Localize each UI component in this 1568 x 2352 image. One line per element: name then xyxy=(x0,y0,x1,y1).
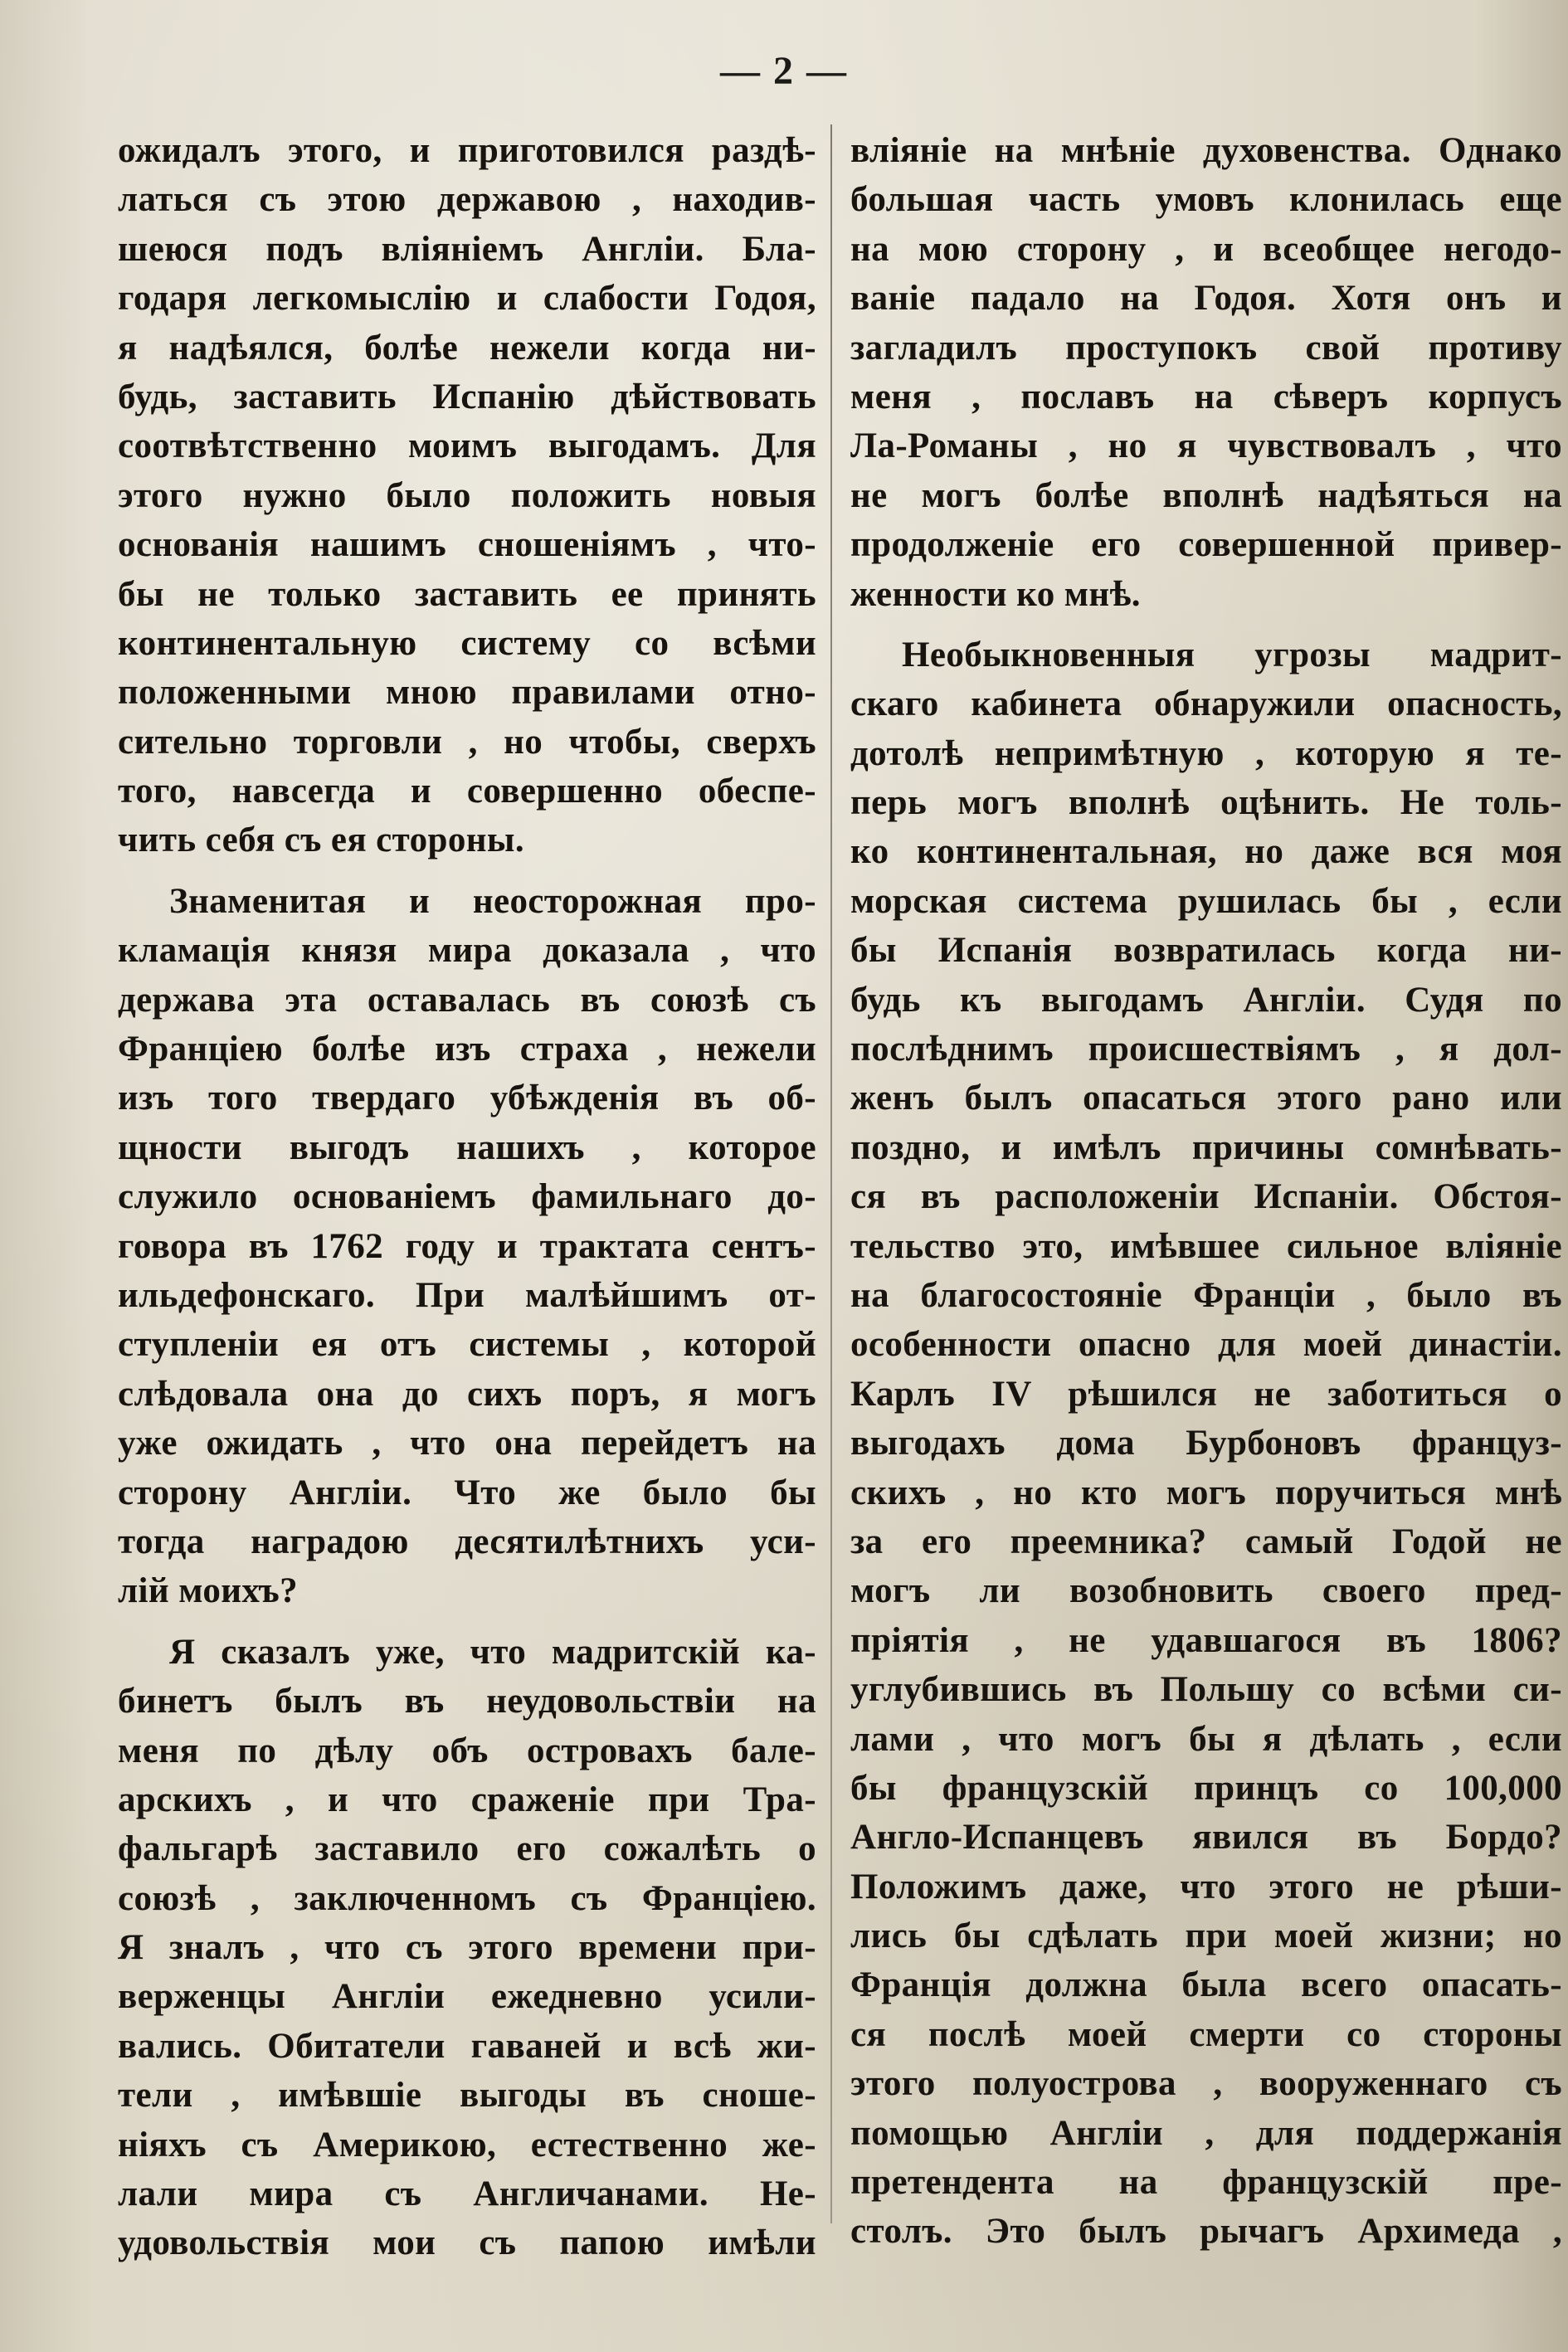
text-line: тельство это, имѣвшее сильное вліяніе xyxy=(850,1226,1562,1266)
text-line: за его преемника? самый Годой не xyxy=(850,1522,1562,1561)
text-line: верженцы Англіи ежедневно усили- xyxy=(118,1977,816,2017)
text-line: ся послѣ моей смерти со стороны xyxy=(850,2014,1562,2054)
text-line: Я зналъ , что съ этого времени при- xyxy=(118,1928,816,1968)
text-line: соотвѣтственно моимъ выгодамъ. Для xyxy=(118,426,816,466)
text-line: латься съ этою державою , находив- xyxy=(118,180,816,220)
text-line: вались. Обитатели гаваней и всѣ жи- xyxy=(118,2026,816,2066)
text-line: уже ожидать , что она перейдетъ на xyxy=(118,1424,816,1463)
text-line: столъ. Это былъ рычагъ Архимеда , xyxy=(850,2212,1562,2252)
text-line: годаря легкомыслію и слабости Годоя, xyxy=(118,279,816,319)
text-line: вліяніе на мнѣніе духовенства. Однако xyxy=(850,131,1562,170)
text-line: служило основаніемъ фамильнаго до- xyxy=(118,1177,816,1217)
text-line: Франція должна была всего опасать- xyxy=(850,1965,1562,2005)
text-line: могъ ли возобновить своего пред- xyxy=(850,1571,1562,1611)
text-line: сительно торговли , но чтобы, сверхъ xyxy=(118,722,816,762)
text-line: послѣднимъ происшествіямъ , я дол- xyxy=(850,1030,1562,1069)
text-line: перь могъ вполнѣ оцѣнить. Не толь- xyxy=(850,783,1562,823)
text-line: не могъ болѣе вполнѣ надѣяться на xyxy=(850,475,1562,515)
text-line: этого нужно было положить новыя xyxy=(118,475,816,515)
text-line: на мою сторону , и всеобщее негодо- xyxy=(850,229,1562,269)
text-line: континентальную систему со всѣми xyxy=(118,623,816,663)
text-line: слѣдовала она до сихъ поръ, я могъ xyxy=(118,1374,816,1414)
text-line: шеюся подъ вліяніемъ Англіи. Бла- xyxy=(118,229,816,269)
text-line: того, навсегда и совершенно обеспе- xyxy=(118,772,816,811)
text-line: этого полуострова , вооруженнаго съ xyxy=(850,2064,1562,2104)
text-line: Ла-Романы , но я чувствовалъ , что xyxy=(850,426,1562,466)
paragraph-gap xyxy=(118,865,816,877)
text-line: ожидалъ этого, и приготовился раздѣ- xyxy=(118,131,816,170)
text-line: дотолѣ непримѣтную , которую я те- xyxy=(850,733,1562,773)
text-line: я надѣялся, болѣе нежели когда ни- xyxy=(118,328,816,368)
text-line: Франціею болѣе изъ страха , нежели xyxy=(118,1030,816,1069)
text-line: лись бы сдѣлать при моей жизни; но xyxy=(850,1916,1562,1956)
text-line: претендента на французскій пре- xyxy=(850,2163,1562,2203)
text-line: щности выгодъ нашихъ , которое xyxy=(118,1127,816,1167)
text-line: будь къ выгодамъ Англіи. Судя по xyxy=(850,980,1562,1020)
text-line: Необыкновенныя угрозы мадрит- xyxy=(902,635,1562,674)
text-line: лій моихъ? xyxy=(118,1571,299,1611)
text-line: сторону Англіи. Что же было бы xyxy=(118,1473,816,1512)
text-line: говора въ 1762 году и трактата сентъ- xyxy=(118,1226,816,1266)
text-line: Знаменитая и неосторожная про- xyxy=(169,881,816,921)
text-line: морская система рушилась бы , если xyxy=(850,881,1562,921)
text-line: ступленіи ея отъ системы , которой xyxy=(118,1325,816,1365)
text-line: бы французскій принцъ со 100,000 xyxy=(850,1768,1562,1808)
text-line: загладилъ проступокъ свой противу xyxy=(850,328,1562,368)
page-number: — 2 — xyxy=(720,49,848,93)
text-line: скихъ , но кто могъ поручиться мнѣ xyxy=(850,1473,1562,1512)
text-line: бы Испанія возвратилась когда ни- xyxy=(850,931,1562,971)
text-line: Я сказалъ уже, что мадритскій ка- xyxy=(169,1632,816,1672)
text-line: основанія нашимъ сношеніямъ , что- xyxy=(118,525,816,565)
text-line: Карлъ IV рѣшился не заботиться о xyxy=(850,1374,1562,1414)
text-line: тели , имѣвшіе выгоды въ сноше- xyxy=(118,2076,816,2116)
text-line: бинетъ былъ въ неудовольствіи на xyxy=(118,1682,816,1721)
text-line: Положимъ даже, что этого не рѣши- xyxy=(850,1867,1562,1906)
text-line: изъ того твердаго убѣжденія въ об- xyxy=(118,1079,816,1118)
text-line: кламація князя мира доказала , что xyxy=(118,931,816,971)
text-line: меня по дѣлу объ островахъ бале- xyxy=(118,1731,816,1770)
text-line: особенности опасно для моей династіи. xyxy=(850,1325,1562,1365)
text-line: положенными мною правилами отно- xyxy=(118,673,816,713)
text-line: арскихъ , и что сраженіе при Тра- xyxy=(118,1780,816,1819)
text-line: ваніе падало на Годоя. Хотя онъ и xyxy=(850,279,1562,319)
text-line: углубившись въ Польшу со всѣми си- xyxy=(850,1670,1562,1710)
text-line: помощью Англіи , для поддержанія xyxy=(850,2113,1562,2153)
text-line: большая часть умовъ клонилась еще xyxy=(850,180,1562,220)
text-line: будь, заставить Испанію дѣйствовать xyxy=(118,377,816,416)
text-line: женности ко мнѣ. xyxy=(850,574,1141,614)
text-line: ся въ расположеніи Испаніи. Обстоя- xyxy=(850,1177,1562,1217)
right-text-column xyxy=(850,126,1562,2257)
text-line: удовольствія мои съ папою имѣли xyxy=(118,2223,816,2263)
text-line: выгодахъ дома Бурбоновъ француз- xyxy=(850,1424,1562,1463)
paragraph-gap xyxy=(118,1616,816,1628)
text-line: поздно, и имѣлъ причины сомнѣвать- xyxy=(850,1127,1562,1167)
text-line: пріятія , не удавшагося въ 1806? xyxy=(850,1620,1562,1660)
text-line: женъ былъ опасаться этого рано или xyxy=(850,1079,1562,1118)
paragraph-gap xyxy=(850,619,1562,631)
text-line: тогда наградою десятилѣтнихъ уси- xyxy=(118,1522,816,1561)
text-line: скаго кабинета обнаружили опасность, xyxy=(850,684,1562,724)
text-line: ильдефонскаго. При малѣйшимъ от- xyxy=(118,1275,816,1315)
text-line: ніяхъ съ Америкою, естественно же- xyxy=(118,2125,816,2165)
text-line: лами , что могъ бы я дѣлать , если xyxy=(850,1719,1562,1759)
text-line: чить себя съ ея стороны. xyxy=(118,821,525,860)
text-line: продолженіе его совершенной привер- xyxy=(850,525,1562,565)
text-line: на благосостояніе Франціи , было въ xyxy=(850,1275,1562,1315)
text-line: бы не только заставить ее принять xyxy=(118,574,816,614)
text-line: держава эта оставалась въ союзѣ съ xyxy=(118,980,816,1020)
text-line: ко континентальная, но даже вся моя xyxy=(850,832,1562,872)
text-line: Англо-Испанцевъ явился въ Бордо? xyxy=(850,1818,1562,1858)
text-line: меня , пославъ на сѣверъ корпусъ xyxy=(850,377,1562,416)
column-divider xyxy=(830,124,832,2223)
text-line: союзѣ , заключенномъ съ Франціею. xyxy=(118,1878,816,1918)
left-text-column xyxy=(118,126,816,2268)
text-line: фальгарѣ заставило его сожалѣть о xyxy=(118,1829,816,1869)
text-line: лали мира съ Англичанами. Не- xyxy=(118,2174,816,2214)
